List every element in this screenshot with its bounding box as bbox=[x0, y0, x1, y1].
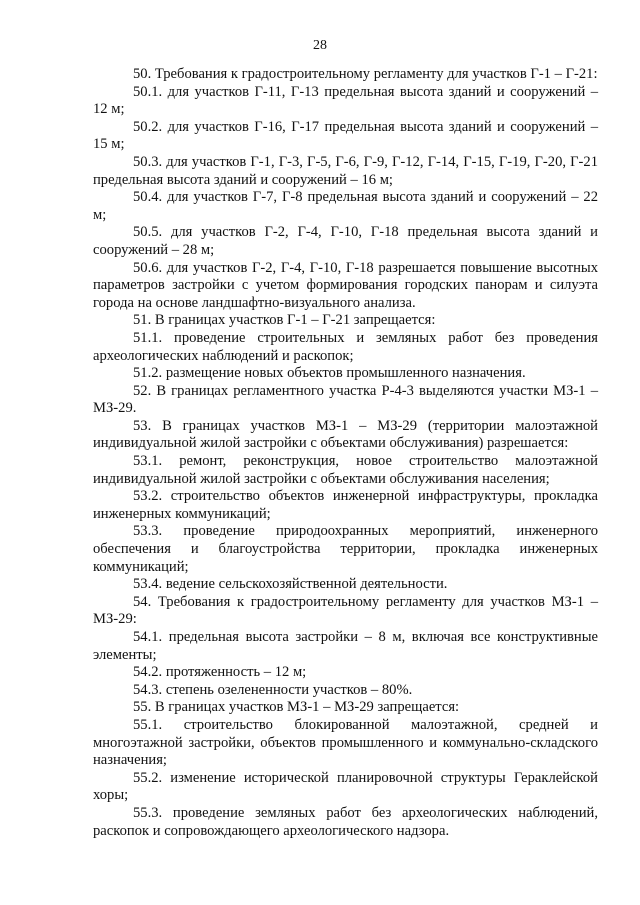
paragraph-55-2: 55.2. изменение исторической планировочной структуры Гераклейской хоры; bbox=[93, 769, 598, 804]
paragraph-50-6: 50.6. для участков Г-2, Г-4, Г-10, Г-18 разрешается повышение высотных параметров застройки с учетом формирования городских панорам и силуэта города на основе ландшафтно-визуального анализа. bbox=[93, 259, 598, 311]
paragraph-53-2: 53.2. строительство объектов инженерной инфраструктуры, прокладка инженерных коммуникаций; bbox=[93, 488, 598, 522]
paragraph-53-1: 53.1. ремонт, реконструкция, новое строительство малоэтажной индивидуальной жилой застройки с объектами обслуживания населения; bbox=[93, 453, 598, 487]
paragraph-52: 52. В границах регламентного участка Р-4-3 выделяются участки МЗ-1 – МЗ-29. bbox=[93, 382, 598, 417]
paragraph-51: 51. В границах участков Г-1 – Г-21 запрещается: bbox=[133, 312, 436, 329]
paragraph-54-2: 54.2. протяженность – 12 м; bbox=[133, 664, 307, 681]
paragraph-54-3: 54.3. степень озелененности участков – 80%. bbox=[133, 681, 413, 698]
paragraph-55-3: 55.3. проведение земляных работ без археологических наблюдений, раскопок и сопровождающего археологического надзора. bbox=[93, 804, 598, 839]
paragraph-50-3: 50.3. для участков Г-1, Г-3, Г-5, Г-6, Г-9, Г-12, Г-14, Г-15, Г-19, Г-20, Г-21 предельная высота зданий и сооружений – 16 м; bbox=[93, 153, 598, 188]
paragraph-53-4: 53.4. ведение сельскохозяйственной деятельности. bbox=[133, 576, 448, 593]
paragraph-53-3: 53.3. проведение природоохранных мероприятий, инженерного обеспечения и благоустройства территории, прокладка инженерных коммуникаций; bbox=[93, 523, 598, 575]
paragraph-55-1: 55.1. строительство блокированной малоэтажной, средней и многоэтажной застройки, объектов промышленного и коммунально-складского назначения; bbox=[93, 716, 598, 769]
paragraph-51-1: 51.1. проведение строительных и земляных работ без проведения археологических наблюдений и раскопок; bbox=[93, 329, 598, 364]
document-body bbox=[93, 66, 598, 840]
paragraph-51-2: 51.2. размещение новых объектов промышленного назначения. bbox=[133, 365, 526, 382]
paragraph-50-1: 50.1. для участков Г-11, Г-13 предельная высота зданий и сооружений – 12 м; bbox=[93, 83, 598, 118]
paragraph-50-2: 50.2. для участков Г-16, Г-17 предельная высота зданий и сооружений – 15 м; bbox=[93, 118, 598, 153]
paragraph-55: 55. В границах участков МЗ-1 – МЗ-29 запрещается: bbox=[133, 699, 460, 716]
paragraph-53: 53. В границах участков МЗ-1 – МЗ-29 (территории малоэтажной индивидуальной жилой застройки с объектами обслуживания) разрешается: bbox=[93, 417, 598, 452]
page-number: 28 bbox=[313, 38, 327, 53]
paragraph-50: 50. Требования к градостроительному регламенту для участков Г-1 – Г-21: bbox=[133, 66, 598, 82]
paragraph-54-1: 54.1. предельная высота застройки – 8 м, включая все конструктивные элементы; bbox=[93, 629, 598, 663]
paragraph-54: 54. Требования к градостроительному регламенту для участков МЗ-1 – МЗ-29: bbox=[93, 593, 598, 628]
paragraph-50-4: 50.4. для участков Г-7, Г-8 предельная высота зданий и сооружений – 22 м; bbox=[93, 189, 598, 223]
paragraph-50-5: 50.5. для участков Г-2, Г-4, Г-10, Г-18 предельная высота зданий и сооружений – 28 м; bbox=[93, 224, 598, 258]
